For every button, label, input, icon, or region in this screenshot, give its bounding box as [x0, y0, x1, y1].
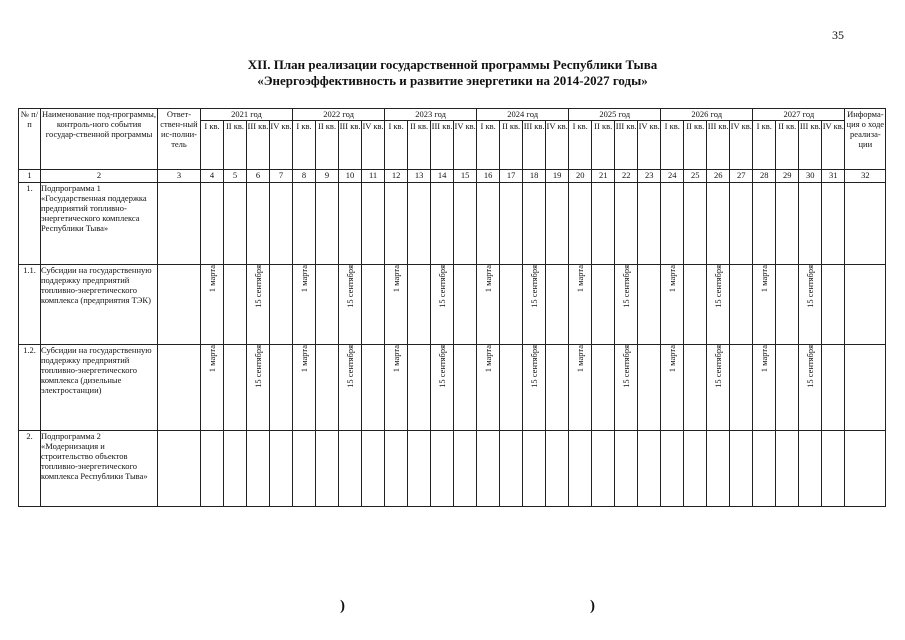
column-number: 26 — [707, 170, 730, 183]
quarter-cell — [385, 183, 408, 265]
quarter-cell — [546, 345, 569, 431]
quarter-cell — [385, 345, 408, 431]
quarter-cell — [316, 431, 339, 507]
responsible-cell — [158, 345, 201, 431]
deadline-date: 15 сентября — [253, 345, 263, 388]
deadline-date: 15 сентября — [437, 345, 448, 388]
quarter-cell — [730, 265, 753, 345]
quarter-cell — [500, 265, 523, 345]
year-header: 2027 год — [753, 109, 845, 121]
deadline-date: 1 марта — [299, 265, 310, 293]
column-number: 18 — [523, 170, 546, 183]
column-number: 27 — [730, 170, 753, 183]
quarter-cell — [661, 431, 684, 507]
quarter-header: IV кв. — [638, 121, 661, 170]
quarter-cell — [799, 431, 822, 507]
quarter-cell — [776, 183, 799, 265]
quarter-header: III кв. — [523, 121, 546, 170]
quarter-header: II кв. — [316, 121, 339, 170]
quarter-cell — [201, 345, 224, 431]
quarter-cell — [615, 265, 638, 345]
column-number: 8 — [293, 170, 316, 183]
table-row — [19, 183, 886, 265]
info-cell — [845, 183, 886, 265]
quarter-cell — [822, 431, 845, 507]
deadline-date: 15 сентября — [621, 345, 632, 388]
quarter-cell — [201, 431, 224, 507]
row-number: 1.2. — [19, 345, 41, 431]
quarter-cell — [224, 265, 247, 345]
year-header: 2024 год — [477, 109, 569, 121]
column-number: 25 — [684, 170, 707, 183]
row-name: Субсидии на государственную поддержку предприятий топливно-энергетического комплекса (дизельные электростанции) — [41, 345, 158, 431]
quarter-cell — [293, 183, 316, 265]
quarter-cell — [799, 265, 822, 345]
deadline-date: 15 сентября — [529, 345, 540, 388]
quarter-cell — [753, 183, 776, 265]
quarter-cell — [477, 431, 500, 507]
quarter-header: IV кв. — [454, 121, 477, 170]
quarter-header: II кв. — [684, 121, 707, 170]
quarter-cell — [661, 265, 684, 345]
quarter-cell — [707, 431, 730, 507]
quarter-cell — [776, 265, 799, 345]
column-number: 12 — [385, 170, 408, 183]
quarter-header: IV кв. — [730, 121, 753, 170]
quarter-cell — [339, 345, 362, 431]
column-number: 4 — [201, 170, 224, 183]
quarter-cell — [799, 345, 822, 431]
quarter-header: III кв. — [339, 121, 362, 170]
quarter-cell — [707, 183, 730, 265]
quarter-cell — [408, 265, 431, 345]
column-number: 20 — [569, 170, 592, 183]
quarter-cell — [431, 265, 454, 345]
year-header: 2021 год — [201, 109, 293, 121]
column-number: 32 — [845, 170, 886, 183]
quarter-cell — [684, 265, 707, 345]
scan-mark: ) — [590, 598, 595, 614]
quarter-cell — [799, 183, 822, 265]
quarter-cell — [592, 431, 615, 507]
quarter-cell — [362, 265, 385, 345]
quarter-cell — [546, 183, 569, 265]
deadline-date: 1 марта — [575, 345, 586, 373]
quarter-header: I кв. — [753, 121, 776, 170]
column-number: 1 — [19, 170, 41, 183]
header-row — [19, 109, 886, 121]
table-row — [19, 431, 886, 507]
quarter-cell — [316, 183, 339, 265]
deadline-date: 1 марта — [667, 265, 678, 293]
quarter-cell — [684, 431, 707, 507]
quarter-cell — [454, 431, 477, 507]
quarter-cell — [569, 183, 592, 265]
quarter-header: I кв. — [293, 121, 316, 170]
column-number: 28 — [753, 170, 776, 183]
year-header: 2022 год — [293, 109, 385, 121]
deadline-date: 1 марта — [483, 345, 494, 373]
column-number: 6 — [247, 170, 270, 183]
quarter-cell — [224, 431, 247, 507]
quarter-cell — [454, 183, 477, 265]
quarter-header: II кв. — [776, 121, 799, 170]
quarter-header: II кв. — [592, 121, 615, 170]
col-header-responsible: Ответ-ствен-ный ис-полни-тель — [158, 109, 201, 170]
quarter-cell — [247, 183, 270, 265]
page-title — [0, 57, 905, 89]
quarter-cell — [776, 345, 799, 431]
quarter-cell — [822, 345, 845, 431]
quarter-cell — [454, 345, 477, 431]
quarter-header: I кв. — [661, 121, 684, 170]
deadline-date: 1 марта — [207, 345, 217, 373]
column-number: 14 — [431, 170, 454, 183]
quarter-cell — [661, 345, 684, 431]
quarter-cell — [776, 431, 799, 507]
quarter-cell — [661, 183, 684, 265]
quarter-cell — [247, 431, 270, 507]
quarter-cell — [270, 431, 293, 507]
year-header: 2025 год — [569, 109, 661, 121]
quarter-cell — [247, 345, 270, 431]
quarter-header: IV кв. — [822, 121, 845, 170]
quarter-cell — [615, 183, 638, 265]
quarter-header: IV кв. — [270, 121, 293, 170]
quarter-cell — [546, 431, 569, 507]
quarter-header: III кв. — [615, 121, 638, 170]
deadline-date: 15 сентября — [345, 265, 356, 308]
quarter-cell — [753, 345, 776, 431]
column-number: 17 — [500, 170, 523, 183]
responsible-cell — [158, 431, 201, 507]
quarter-cell — [569, 431, 592, 507]
quarter-header: I кв. — [477, 121, 500, 170]
deadline-date: 15 сентября — [621, 265, 632, 308]
quarter-cell — [822, 183, 845, 265]
quarter-cell — [753, 265, 776, 345]
quarter-cell — [730, 345, 753, 431]
quarter-cell — [753, 431, 776, 507]
deadline-date: 15 сентября — [805, 345, 816, 388]
page-number: 35 — [832, 28, 844, 42]
deadline-date: 15 сентября — [437, 265, 448, 308]
quarter-header: IV кв. — [546, 121, 569, 170]
quarter-cell — [707, 265, 730, 345]
quarter-cell — [477, 183, 500, 265]
quarter-cell — [638, 345, 661, 431]
quarter-cell — [477, 345, 500, 431]
column-number: 13 — [408, 170, 431, 183]
row-number: 1.1. — [19, 265, 41, 345]
quarter-cell — [500, 345, 523, 431]
quarter-cell — [316, 345, 339, 431]
deadline-date: 1 марта — [391, 345, 402, 373]
quarter-cell — [592, 183, 615, 265]
deadline-date: 1 марта — [483, 265, 494, 293]
deadline-date: 1 марта — [575, 265, 586, 293]
quarter-cell — [408, 345, 431, 431]
deadline-date: 15 сентября — [713, 345, 724, 388]
column-number: 10 — [339, 170, 362, 183]
quarter-cell — [270, 183, 293, 265]
row-number: 1. — [19, 183, 41, 265]
deadline-date: 15 сентября — [805, 265, 816, 308]
deadline-date: 15 сентября — [713, 265, 724, 308]
quarter-cell — [385, 431, 408, 507]
title-line-1: XII. План реализации государственной программы Республики Тыва — [247, 57, 658, 72]
info-cell — [845, 265, 886, 345]
quarter-cell — [684, 345, 707, 431]
quarter-cell — [546, 265, 569, 345]
quarter-cell — [270, 265, 293, 345]
column-number: 16 — [477, 170, 500, 183]
quarter-cell — [431, 183, 454, 265]
year-header: 2026 год — [661, 109, 753, 121]
col-header-name: Наименование под-программы, контроль-ного события государ-ственной программы — [41, 109, 158, 170]
deadline-date: 1 марта — [667, 345, 678, 373]
quarter-cell — [615, 431, 638, 507]
quarter-cell — [730, 183, 753, 265]
quarter-cell — [339, 431, 362, 507]
column-number: 11 — [362, 170, 385, 183]
quarter-cell — [408, 431, 431, 507]
info-cell — [845, 431, 886, 507]
quarter-cell — [385, 265, 408, 345]
quarter-cell — [684, 183, 707, 265]
quarter-cell — [822, 265, 845, 345]
column-number: 29 — [776, 170, 799, 183]
title-line-2: «Энергоэффективность и развитие энергетики на 2014-2027 годы» — [257, 73, 648, 88]
quarter-cell — [500, 183, 523, 265]
column-number: 30 — [799, 170, 822, 183]
quarter-cell — [316, 265, 339, 345]
quarter-header: III кв. — [707, 121, 730, 170]
column-number: 15 — [454, 170, 477, 183]
quarter-cell — [224, 183, 247, 265]
quarter-cell — [730, 431, 753, 507]
column-number: 31 — [822, 170, 845, 183]
quarter-header: II кв. — [408, 121, 431, 170]
deadline-date: 1 марта — [391, 265, 402, 293]
quarter-cell — [523, 265, 546, 345]
table-row — [19, 265, 886, 345]
quarter-cell — [293, 431, 316, 507]
quarter-header: II кв. — [500, 121, 523, 170]
quarter-cell — [224, 345, 247, 431]
deadline-date: 1 марта — [759, 265, 770, 293]
column-number-row — [19, 170, 886, 183]
quarter-cell — [477, 265, 500, 345]
quarter-cell — [201, 265, 224, 345]
year-header: 2023 год — [385, 109, 477, 121]
quarter-cell — [638, 265, 661, 345]
table-row — [19, 345, 886, 431]
info-cell — [845, 345, 886, 431]
quarter-cell — [431, 345, 454, 431]
column-number: 24 — [661, 170, 684, 183]
deadline-date: 1 марта — [207, 265, 217, 293]
row-name: Подпрограмма 2 «Модернизация и строительство объектов топливно-энергетического комплекса Республики Тыва» — [41, 431, 158, 507]
column-number: 7 — [270, 170, 293, 183]
quarter-cell — [454, 265, 477, 345]
column-number: 5 — [224, 170, 247, 183]
quarter-cell — [500, 431, 523, 507]
quarter-cell — [293, 265, 316, 345]
quarter-cell — [638, 183, 661, 265]
deadline-date: 15 сентября — [345, 345, 356, 388]
column-number: 22 — [615, 170, 638, 183]
quarter-cell — [707, 345, 730, 431]
quarter-cell — [523, 345, 546, 431]
quarter-header: III кв. — [247, 121, 270, 170]
column-number: 3 — [158, 170, 201, 183]
deadline-date: 15 сентября — [529, 265, 540, 308]
quarter-cell — [408, 183, 431, 265]
deadline-date: 15 сентября — [253, 265, 263, 308]
quarter-cell — [592, 345, 615, 431]
quarter-cell — [362, 183, 385, 265]
col-header-info: Информа-ция о ходе реализа-ции — [845, 109, 886, 170]
quarter-header: II кв. — [224, 121, 247, 170]
quarter-cell — [592, 265, 615, 345]
responsible-cell — [158, 265, 201, 345]
quarter-cell — [339, 183, 362, 265]
plan-table — [18, 108, 886, 507]
quarter-cell — [638, 431, 661, 507]
row-name: Подпрограмма 1 «Государственная поддержка предприятий топливно-энергетического комплекса Республики Тыва» — [41, 183, 158, 265]
quarter-cell — [339, 265, 362, 345]
quarter-header: I кв. — [385, 121, 408, 170]
quarter-header: I кв. — [569, 121, 592, 170]
column-number: 2 — [41, 170, 158, 183]
column-number: 21 — [592, 170, 615, 183]
quarter-header: IV кв. — [362, 121, 385, 170]
quarter-cell — [362, 431, 385, 507]
quarter-cell — [201, 183, 224, 265]
quarter-cell — [569, 265, 592, 345]
quarter-cell — [523, 431, 546, 507]
quarter-cell — [615, 345, 638, 431]
col-header-no: № п/п — [19, 109, 41, 170]
responsible-cell — [158, 183, 201, 265]
quarter-cell — [270, 345, 293, 431]
row-name: Субсидии на государственную поддержку предприятий топливно-энергетического комплекса (предприятия ТЭК) — [41, 265, 158, 345]
quarter-cell — [431, 431, 454, 507]
quarter-header: III кв. — [431, 121, 454, 170]
row-number: 2. — [19, 431, 41, 507]
column-number: 23 — [638, 170, 661, 183]
quarter-cell — [569, 345, 592, 431]
quarter-cell — [362, 345, 385, 431]
deadline-date: 1 марта — [759, 345, 770, 373]
quarter-header: III кв. — [799, 121, 822, 170]
column-number: 19 — [546, 170, 569, 183]
column-number: 9 — [316, 170, 339, 183]
quarter-header: I кв. — [201, 121, 224, 170]
scan-mark: ) — [340, 598, 345, 614]
deadline-date: 1 марта — [299, 345, 310, 373]
quarter-cell — [247, 265, 270, 345]
quarter-cell — [293, 345, 316, 431]
quarter-cell — [523, 183, 546, 265]
